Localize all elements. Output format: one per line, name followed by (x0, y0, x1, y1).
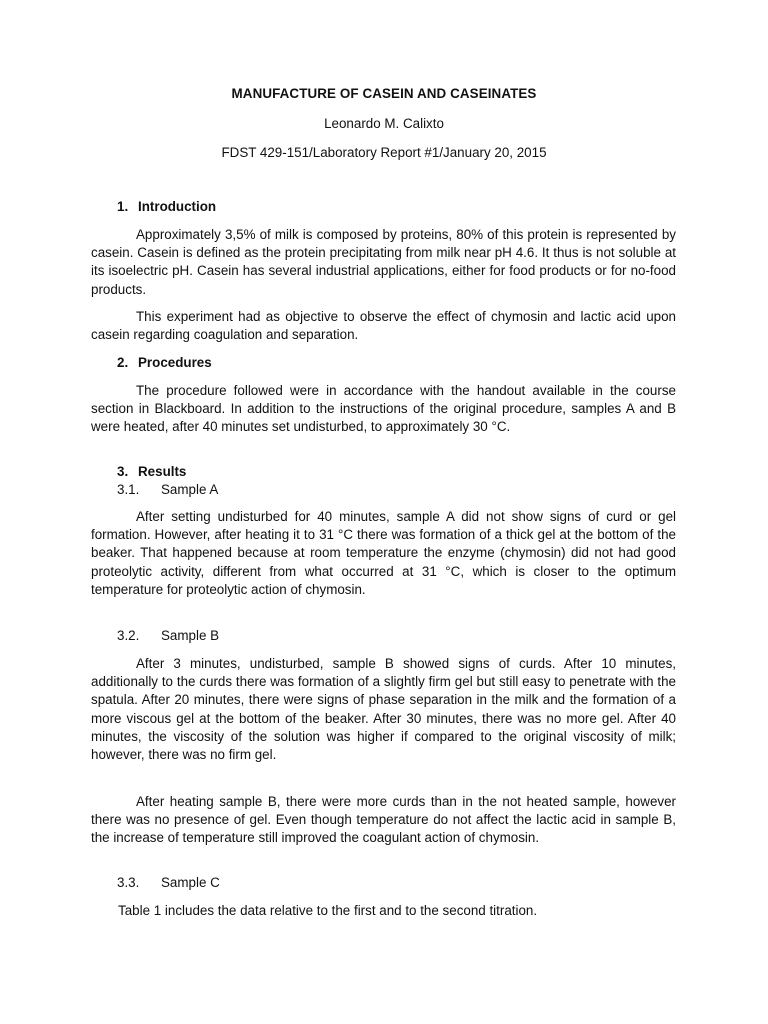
subsection-heading-sample-a (117, 482, 218, 497)
sample-b-paragraph-2: After heating sample B, there were more curds than in the not heated sample, however there was no presence of gel. Even though temperature do not affect the lactic acid in sample B, the increase of temperature still improved the coagulant action of chymosin. (91, 794, 676, 846)
subsection-title: Sample C (161, 875, 220, 890)
section-title: Introduction (138, 199, 217, 214)
document-title: MANUFACTURE OF CASEIN AND CASEINATES (231, 86, 537, 101)
subsection-title: Sample B (161, 628, 220, 643)
section-number: 1. (117, 199, 129, 214)
subsection-heading-sample-c (117, 875, 220, 890)
sample-b-paragraph-1: After 3 minutes, undisturbed, sample B showed signs of curds. After 10 minutes, additionally to the curds there was formation of a slightly firm gel but still easy to penetrate with the spatula. After 20 minutes, there were signs of phase separation in the milk and the formation of a more viscous gel at the bottom of the beaker. After 30 minutes, there was no more gel. After 40 minutes, the viscosity of the solution was higher if compared to the original viscosity of milk; however, there was no firm gel. (91, 656, 676, 763)
procedures-paragraph-1: The procedure followed were in accordance with the handout available in the course section in Blackboard. In addition to the instructions of the original procedure, samples A and B were heated, after 40 minutes set undisturbed, to approximately 30 °C. (91, 383, 676, 435)
introduction-paragraph-1: Approximately 3,5% of milk is composed by proteins, 80% of this protein is represented by casein. Casein is defined as the protein precipitating from milk near pH 4.6. It thus is not soluble at its isoelectric pH. Casein has several industrial applications, either for food products or for no-food products. (91, 227, 676, 297)
section-heading-introduction (117, 199, 216, 214)
subsection-number: 3.3. (117, 875, 140, 890)
introduction-paragraph-2: This experiment had as objective to observe the effect of chymosin and lactic acid upon casein regarding coagulation and separation. (91, 309, 676, 343)
subsection-number: 3.1. (117, 482, 140, 497)
subsection-title: Sample A (161, 482, 219, 497)
author-name: Leonardo M. Calixto (324, 116, 444, 131)
section-heading-procedures (117, 355, 212, 370)
subsection-number: 3.2. (117, 628, 140, 643)
section-title: Results (138, 464, 187, 479)
course-line: FDST 429-151/Laboratory Report #1/January 20, 2015 (221, 145, 547, 160)
section-heading-results (117, 464, 186, 479)
sample-a-paragraph-1: After setting undisturbed for 40 minutes, sample A did not show signs of curd or gel formation. However, after heating it to 31 °C there was formation of a thick gel at the bottom of the beaker. That happened because at room temperature the enzyme (chymosin) did not had good proteolytic activity, different from what occurred at 31 °C, which is closer to the optimum temperature for proteolytic action of chymosin. (91, 509, 676, 597)
section-title: Procedures (138, 355, 212, 370)
sample-c-paragraph-1: Table 1 includes the data relative to the first and to the second titration. (118, 903, 538, 918)
section-number: 3. (117, 464, 129, 479)
section-number: 2. (117, 355, 129, 370)
subsection-heading-sample-b (117, 628, 219, 643)
